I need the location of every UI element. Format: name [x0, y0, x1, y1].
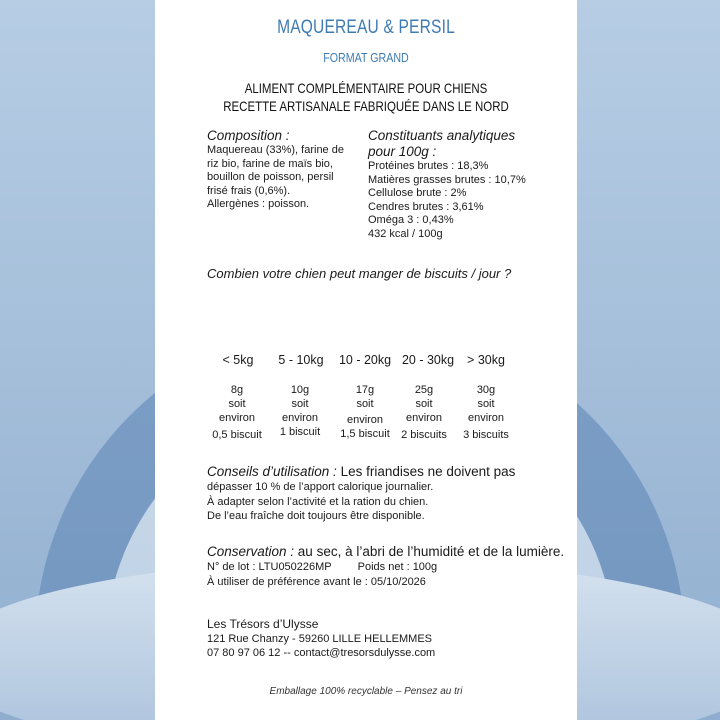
composition-section [207, 128, 357, 212]
conservation-section [207, 544, 577, 589]
conseils-line: À adapter selon l’activité et la ration du chien. [207, 495, 429, 508]
constituants-heading-1: Constituants analytiques [368, 128, 516, 143]
ration-question: Combien votre chien peut manger de biscuits / jour ? [207, 266, 512, 281]
conseils-lead-text: Les friandises ne doivent pas [336, 464, 516, 479]
conseils-section [207, 464, 577, 524]
dose-soit: soit [291, 398, 309, 410]
constituant-line: Matières grasses brutes : 10,7% [368, 173, 526, 186]
constituant-line: Cellulose brute : 2% [368, 187, 467, 199]
dose-soit: soit [415, 398, 433, 410]
constituant-line: Cendres brutes : 3,61% [368, 200, 484, 213]
dose-environ: environ [218, 412, 256, 424]
composition-line: bouillon de poisson, persil [207, 171, 334, 183]
constituant-line: 432 kcal / 100g [368, 227, 443, 240]
product-subtitle-1: ALIMENT COMPLÉMENTAIRE POUR CHIENS [244, 80, 488, 96]
company-name: Les Trésors d’Ulysse [207, 617, 319, 631]
conservation-heading: Conservation : [207, 544, 295, 559]
dose-cell [389, 383, 459, 442]
dose-biscuits: 3 biscuits [463, 429, 509, 441]
composition-line: frisé frais (0,6%). [207, 184, 291, 197]
company-contact: 07 80 97 06 12 -- contact@tresorsdulysse.com [207, 647, 436, 659]
composition-heading: Composition : [207, 128, 290, 143]
dose-cell [265, 383, 335, 439]
constituants-heading-2: pour 100g : [368, 144, 437, 159]
net-weight: Poids net : 100g [357, 561, 438, 573]
dose-grams: 8g [230, 384, 244, 396]
product-title: MAQUEREAU & PERSIL [277, 17, 455, 38]
composition-line: riz bio, farine de maïs bio, [207, 157, 333, 170]
lot-number: N° de lot : LTU050226MP [207, 561, 332, 573]
conseils-line: dépasser 10 % de l’apport calorique journalier. [207, 481, 434, 493]
company-section [207, 617, 435, 661]
weight-label: < 5kg [222, 353, 254, 367]
conseils-heading: Conseils d’utilisation : [207, 464, 337, 479]
dose-biscuits: 1,5 biscuit [340, 428, 390, 440]
constituant-line: Oméga 3 : 0,43% [368, 214, 454, 226]
dose-biscuits: 0,5 biscuit [212, 429, 262, 441]
weight-label: > 30kg [467, 353, 505, 367]
dose-environ: environ [405, 412, 443, 424]
recycling-note: Emballage 100% recyclable – Pensez au tri [269, 686, 463, 697]
dose-cell [451, 383, 521, 442]
dose-grams: 17g [355, 384, 375, 396]
dose-environ: environ [281, 412, 319, 424]
best-before: À utiliser de préférence avant le : 05/10/2026 [207, 575, 426, 588]
dose-grams: 30g [476, 384, 496, 396]
dose-soit: soit [477, 398, 495, 410]
dose-soit: soit [228, 398, 246, 410]
dose-soit: soit [356, 398, 374, 410]
composition-line: Allergènes : poisson. [207, 198, 310, 210]
conseils-line: De l’eau fraîche doit toujours être disponible. [207, 510, 425, 522]
conservation-lead-text: au sec, à l’abri de l’humidité et de la lumière. [294, 544, 565, 559]
label-panel [155, 0, 577, 720]
company-address: 121 Rue Chanzy - 59260 LILLE HELLEMMES [207, 632, 433, 645]
constituants-section [368, 128, 568, 241]
product-format: FORMAT GRAND [323, 50, 409, 65]
weight-label: 10 - 20kg [338, 353, 392, 367]
product-subtitle-2: RECETTE ARTISANALE FABRIQUÉE DANS LE NORD [223, 98, 509, 114]
dose-cell [202, 383, 272, 442]
dose-biscuits: 1 biscuit [279, 426, 321, 438]
weight-label: 20 - 30kg [401, 353, 455, 367]
dose-biscuits: 2 biscuits [401, 429, 447, 441]
constituant-line: Protéines brutes : 18,3% [368, 160, 489, 172]
dose-grams: 25g [414, 384, 434, 396]
composition-line: Maquereau (33%), farine de [207, 144, 344, 156]
weight-label: 5 - 10kg [278, 353, 324, 367]
dose-environ: environ [467, 412, 505, 424]
dose-environ: environ [346, 414, 384, 426]
dose-grams: 10g [290, 384, 310, 396]
